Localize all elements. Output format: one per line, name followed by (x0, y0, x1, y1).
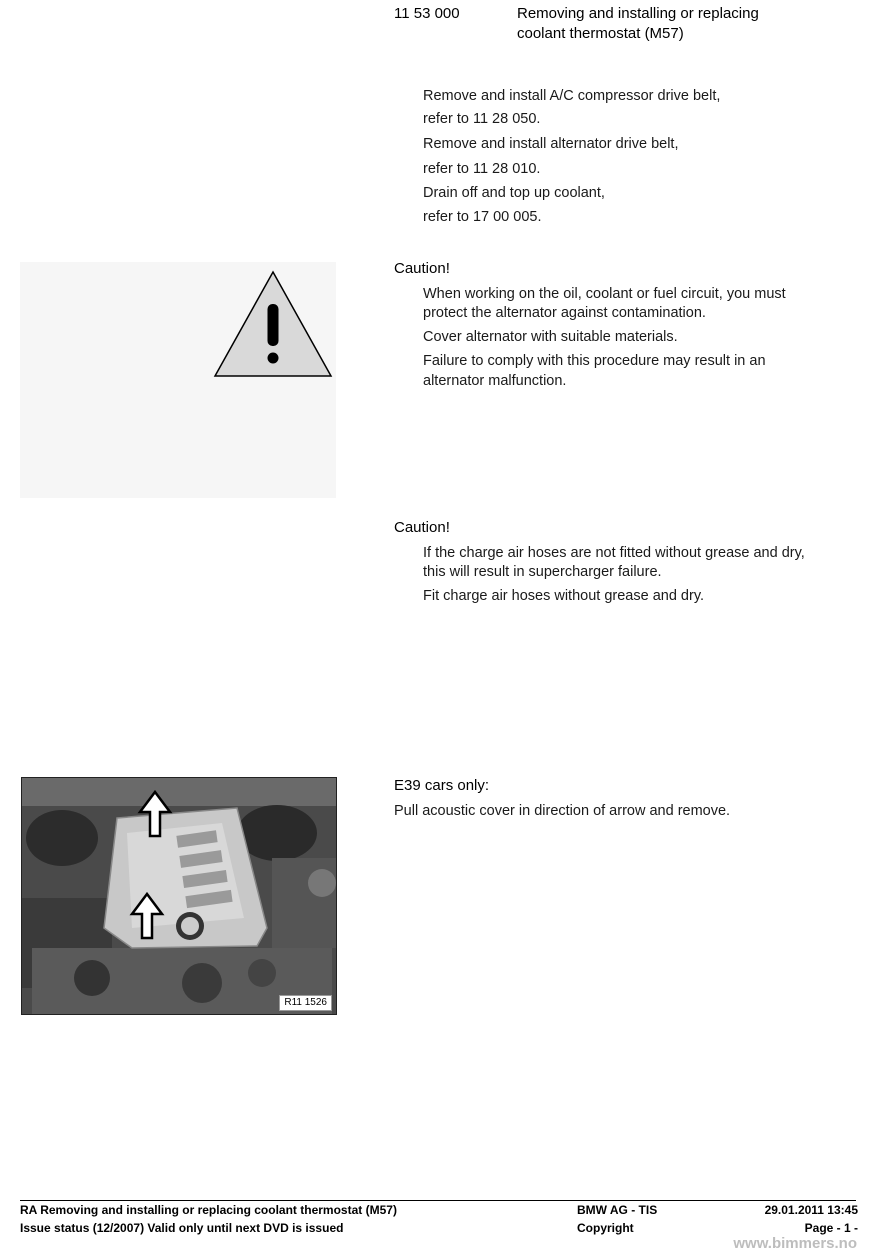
footer-doc-title: RA Removing and installing or replacing coolant thermostat (M57) (20, 1203, 397, 1217)
footer-page-number: Page - 1 - (804, 1221, 858, 1235)
footer-publisher: BMW AG - TIS (577, 1203, 658, 1217)
caution-1-line: Cover alternator with suitable materials. (423, 329, 678, 345)
e39-instruction: Pull acoustic cover in direction of arrow and remove. (394, 803, 731, 819)
caution-heading: Caution! (394, 260, 450, 277)
prereq-line: refer to 11 28 050. (423, 111, 541, 127)
prereq-line: refer to 11 28 010. (423, 161, 541, 177)
footer-datetime: 29.01.2011 13:45 (764, 1203, 858, 1217)
e39-heading: E39 cars only: (394, 777, 490, 794)
watermark: www.bimmers.no (733, 1235, 857, 1252)
caution-2-line: this will result in supercharger failure. (423, 564, 662, 580)
caution-2-line: Fit charge air hoses without grease and dry. (423, 588, 705, 604)
footer-copyright: Copyright (577, 1221, 634, 1235)
engine-photo (21, 777, 337, 1015)
prereq-line: Remove and install alternator drive belt, (423, 136, 679, 152)
footer-issue-status: Issue status (12/2007) Valid only until next DVD is issued (20, 1221, 344, 1235)
engine-illustration (22, 778, 336, 1014)
image-reference-label: R11 1526 (279, 995, 332, 1011)
caution-heading: Caution! (394, 519, 450, 536)
caution-2-line: If the charge air hoses are not fitted without grease and dry, (423, 545, 805, 561)
footer-divider (20, 1200, 856, 1201)
caution-1-line: protect the alternator against contamination. (423, 305, 706, 321)
caution-1-line: Failure to comply with this procedure may result in an (423, 353, 766, 369)
prereq-line: Remove and install A/C compressor drive belt, (423, 88, 721, 104)
section-code: 11 53 000 (394, 5, 460, 22)
caution-1-line: When working on the oil, coolant or fuel circuit, you must (423, 286, 786, 302)
caution-1-line: alternator malfunction. (423, 373, 567, 389)
page-title-line-2: coolant thermostat (M57) (517, 25, 684, 42)
warning-panel (20, 262, 336, 498)
page-title-line-1: Removing and installing or replacing (517, 5, 759, 22)
prereq-line: refer to 17 00 005. (423, 209, 542, 225)
prereq-line: Drain off and top up coolant, (423, 185, 605, 201)
warning-triangle-icon (211, 266, 335, 382)
